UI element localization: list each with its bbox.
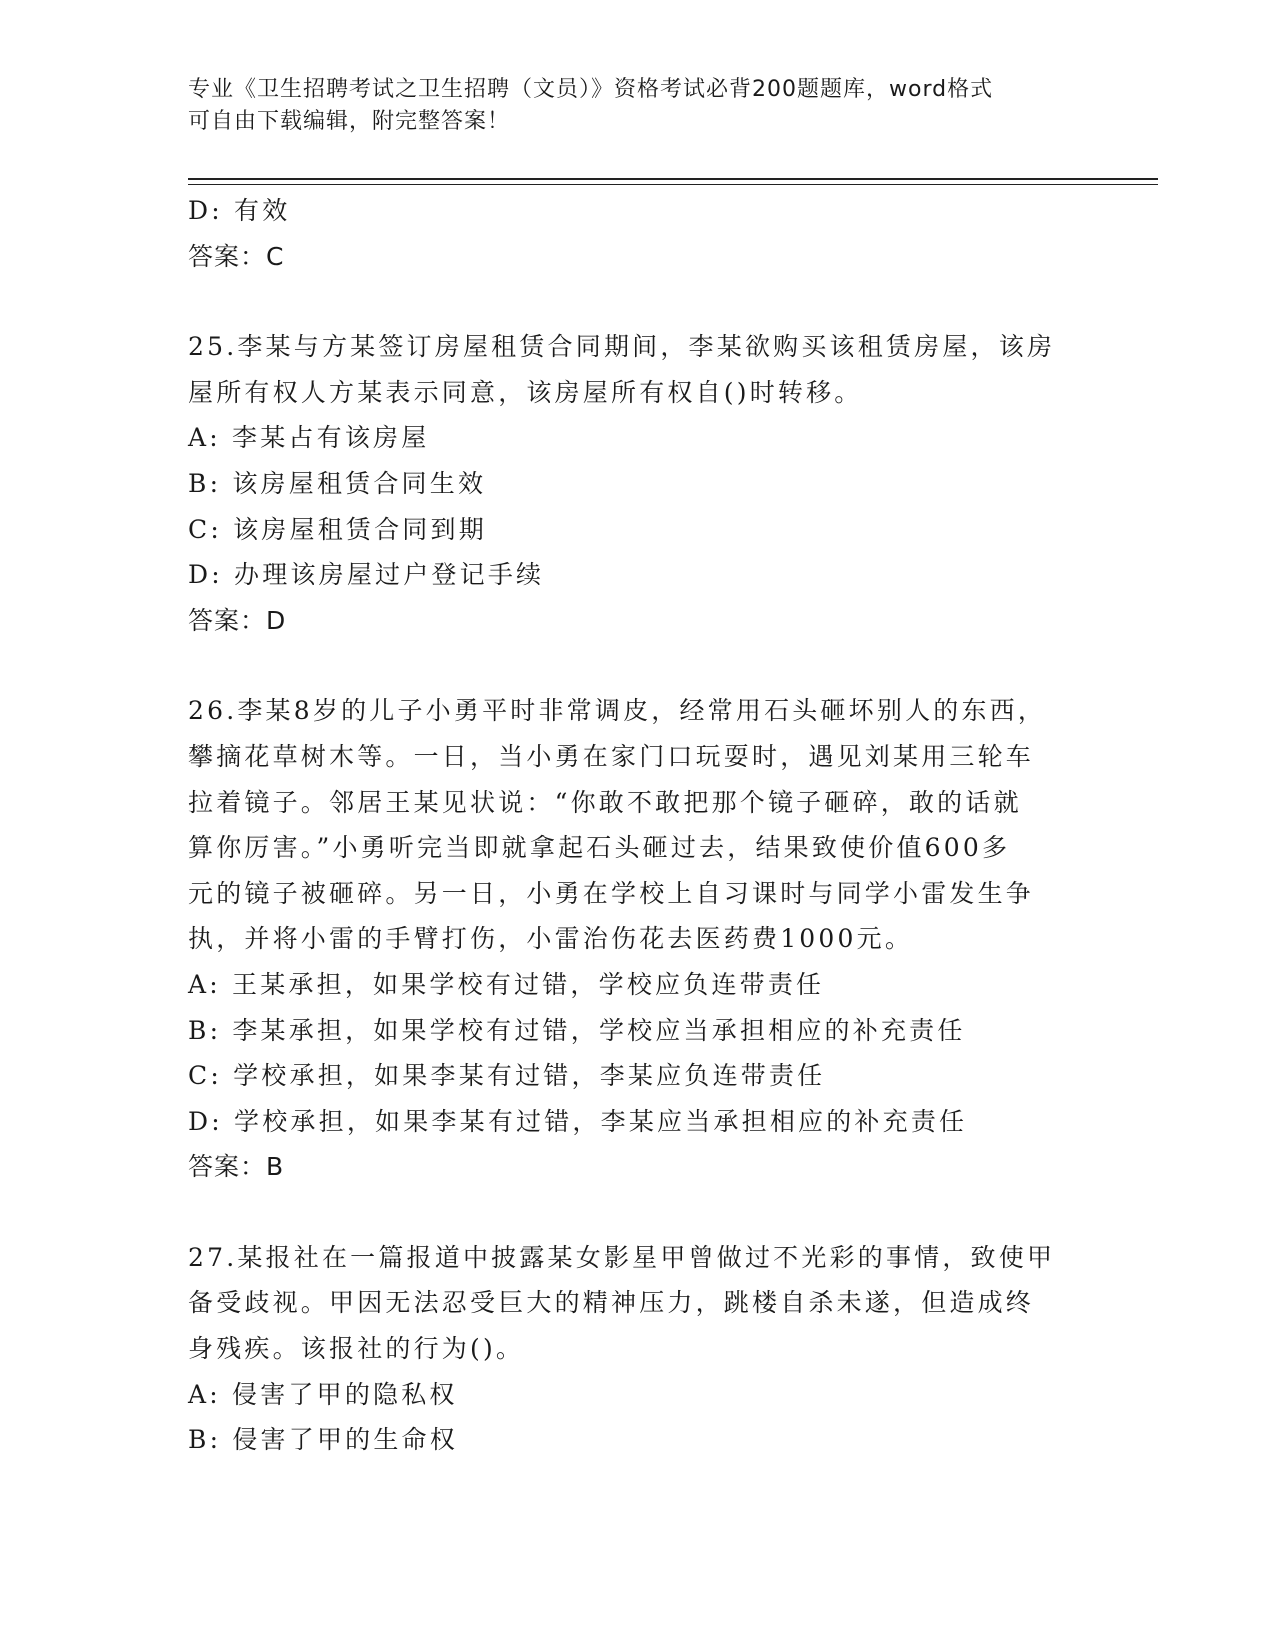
question-stem-line: 27.某报社在一篇报道中披露某女影星甲曾做过不光彩的事情，致使甲 — [188, 1242, 1056, 1272]
option-b: B: 该房屋租赁合同生效 — [188, 468, 487, 498]
answer-label: 答案：B — [188, 1152, 285, 1182]
question-stem-line: 攀摘花草树木等。一日，当小勇在家门口玩耍时，遇见刘某用三轮车 — [188, 741, 1035, 771]
answer-label: 答案：C — [188, 241, 285, 271]
question-stem-line: 屋所有权人方某表示同意，该房屋所有权自()时转移。 — [188, 377, 863, 407]
header-title-line-2: 可自由下载编辑，附完整答案！ — [188, 109, 511, 134]
header-divider — [188, 178, 1158, 185]
header-title-line-1: 专业《卫生招聘考试之卫生招聘（文员）》资格考试必背200题题库，word格式 — [188, 77, 994, 102]
option-d: D: 有效 — [188, 196, 291, 225]
spacer — [188, 279, 1088, 324]
option-c: C: 该房屋租赁合同到期 — [188, 514, 487, 544]
question-stem-line: 备受歧视。甲因无法忍受巨大的精神压力，跳楼自杀未遂，但造成终 — [188, 1288, 1035, 1318]
option-c: C: 学校承担，如果李某有过错，李某应负连带责任 — [188, 1061, 826, 1091]
answer-label: 答案：D — [188, 605, 287, 635]
spacer — [188, 643, 1088, 688]
option-d: D: 办理该房屋过户登记手续 — [188, 560, 545, 590]
question-25 — [188, 324, 1088, 643]
question-stem-line: 身残疾。该报社的行为()。 — [188, 1334, 525, 1364]
option-a: A: 侵害了甲的隐私权 — [188, 1379, 458, 1409]
option-a: A: 李某占有该房屋 — [188, 423, 430, 453]
question-27 — [188, 1235, 1088, 1463]
question-stem-line: 拉着镜子。邻居王某见状说：“你敢不敢把那个镜子砸碎，敢的话就 — [188, 787, 1022, 817]
spacer — [188, 1190, 1088, 1235]
option-a: A: 王某承担，如果学校有过错，学校应负连带责任 — [188, 969, 825, 999]
question-stem-line: 25.李某与方某签订房屋租赁合同期间，李某欲购买该租赁房屋，该房 — [188, 332, 1056, 362]
question-stem-line: 算你厉害。”小勇听完当即就拿起石头砸过去，结果致使价值600多 — [188, 833, 1011, 863]
option-b: B: 李某承担，如果学校有过错，学校应当承担相应的补充责任 — [188, 1015, 966, 1045]
question-stem-line: 26.李某8岁的儿子小勇平时非常调皮，经常用石头砸坏别人的东西， — [188, 696, 1047, 726]
page-header — [188, 74, 1068, 138]
option-b: B: 侵害了甲的生命权 — [188, 1425, 458, 1455]
question-stem-line: 元的镜子被砸碎。另一日，小勇在学校上自习课时与同学小雷发生争 — [188, 878, 1035, 908]
option-d: D: 学校承担，如果李某有过错，李某应当承担相应的补充责任 — [188, 1106, 968, 1136]
question-stem-line: 执，并将小雷的手臂打伤，小雷治伤花去医药费1000元。 — [188, 924, 914, 954]
question-26 — [188, 688, 1088, 1190]
question-list — [188, 188, 1088, 1463]
question-24-tail — [188, 188, 1088, 279]
